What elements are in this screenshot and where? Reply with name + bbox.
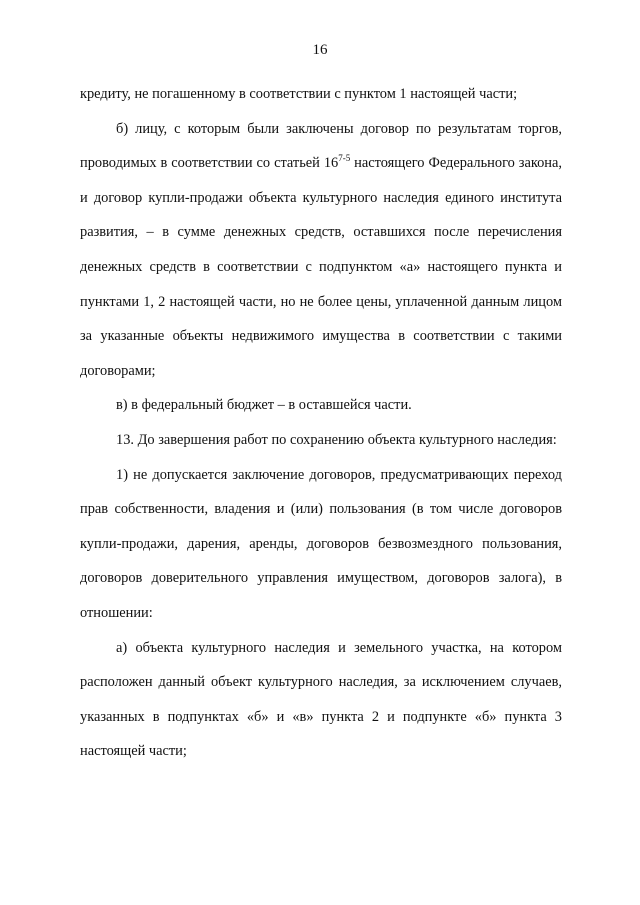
paragraph-subitem-v: в) в федеральный бюджет – в оставшейся части. — [116, 397, 412, 414]
paragraph-credit-continuation: кредиту, не погашенному в соответствии с пунктом 1 настоящей части; — [80, 86, 518, 102]
paragraph-item-13: 13. До завершения работ по сохранению объекта культурного наследия: — [116, 431, 557, 448]
paragraph-subitem-b-text-end: настоящего Федерального закона, и договор купли-продажи объекта культурного наследия единого института развития, – в сумме денежных средств, оставшихся после перечисления денежных средств в соответствии с подпунктом «а» настоящего пункта и пунктами 1, 2 настоящей части, но не более цены, уплаченной данным лицом за указанные объекты недвижимого имущества в соответствии с такими договорами; — [80, 155, 562, 379]
page-number: 16 — [312, 42, 328, 58]
paragraph-item-13-1-a: а) объекта культурного наследия и земельного участка, на котором расположен данный объект культурного наследия, за исключением случаев, указанных в подпунктах «б» и «в» пункта 2 и подпункте «б» пункта 3 настоящей части; — [80, 639, 562, 760]
paragraph-subitem-b — [80, 112, 562, 389]
paragraph-item-13-1: 1) не допускается заключение договоров, предусматривающих переход прав собственности, владения и (или) пользования (в том числе договоров купли-продажи, дарения, аренды, договоров безвозмездного пользования, договоров доверительного управления имуществом, договоров залога), в отношении: — [80, 466, 562, 621]
document-body — [80, 77, 562, 769]
paragraph-subitem-b-text-start: б) лицу, с которым были заключены договор по результатам торгов, проводимых в соответствии со статьей 16 — [80, 120, 562, 172]
article-number-superscript: 7-5 — [338, 153, 351, 164]
